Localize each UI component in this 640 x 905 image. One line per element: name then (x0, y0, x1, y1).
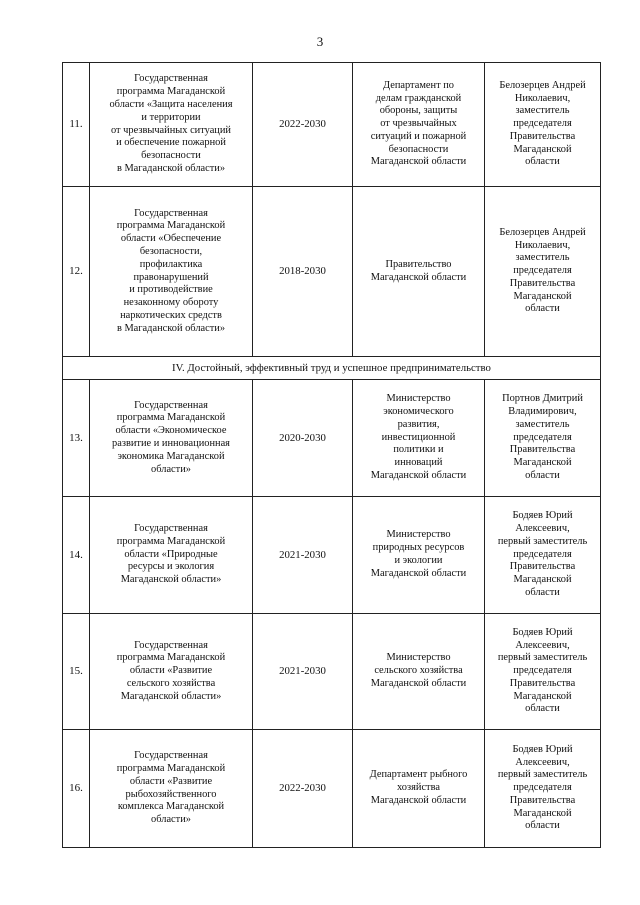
executor: Министерство сельского хозяйства Магаданской области (353, 614, 485, 730)
curator: Белозерцев Андрей Николаевич, заместитель председателя Правительства Магаданской области (485, 63, 601, 187)
curator: Белозерцев Андрей Николаевич, заместитель председателя Правительства Магаданской области (485, 187, 601, 357)
programs-table (62, 62, 601, 848)
table-row (63, 187, 601, 357)
section-header-row (63, 357, 601, 380)
curator: Бодяев Юрий Алексеевич, первый заместитель председателя Правительства Магаданской области (485, 614, 601, 730)
executor: Департамент рыбного хозяйства Магаданской области (353, 730, 485, 848)
program-name: Государственная программа Магаданской области «Экономическое развитие и инновационная экономика Магаданской области» (90, 380, 253, 497)
table-row (63, 730, 601, 848)
program-years: 2021-2030 (253, 497, 353, 614)
program-years: 2021-2030 (253, 614, 353, 730)
program-years: 2020-2030 (253, 380, 353, 497)
row-number: 14. (63, 497, 90, 614)
program-years: 2018-2030 (253, 187, 353, 357)
executor: Министерство экономического развития, инвестиционной политики и инноваций Магаданской области (353, 380, 485, 497)
program-years: 2022-2030 (253, 63, 353, 187)
curator: Портнов Дмитрий Владимирович, заместитель председателя Правительства Магаданской области (485, 380, 601, 497)
curator: Бодяев Юрий Алексеевич, первый заместитель председателя Правительства Магаданской области (485, 497, 601, 614)
row-number: 12. (63, 187, 90, 357)
row-number: 13. (63, 380, 90, 497)
table-row (63, 380, 601, 497)
row-number: 16. (63, 730, 90, 848)
row-number: 15. (63, 614, 90, 730)
executor: Департамент по делам гражданской обороны, защиты от чрезвычайных ситуаций и пожарной безопасности Магаданской области (353, 63, 485, 187)
program-name: Государственная программа Магаданской области «Развитие рыбохозяйственного комплекса Магаданской области» (90, 730, 253, 848)
executor: Правительство Магаданской области (353, 187, 485, 357)
program-name: Государственная программа Магаданской области «Обеспечение безопасности, профилактика правонарушений и противодействие незаконному обороту наркотических средств в Магаданской области» (90, 187, 253, 357)
curator: Бодяев Юрий Алексеевич, первый заместитель председателя Правительства Магаданской области (485, 730, 601, 848)
program-years: 2022-2030 (253, 730, 353, 848)
table-row (63, 614, 601, 730)
program-name: Государственная программа Магаданской области «Развитие сельского хозяйства Магаданской области» (90, 614, 253, 730)
table-row (63, 63, 601, 187)
row-number: 11. (63, 63, 90, 187)
table-row (63, 497, 601, 614)
page-number: 3 (316, 34, 324, 49)
program-name: Государственная программа Магаданской области «Природные ресурсы и экология Магаданской области» (90, 497, 253, 614)
program-name: Государственная программа Магаданской области «Защита населения и территории от чрезвычайных ситуаций и обеспечение пожарной безопасности в Магаданской области» (90, 63, 253, 187)
executor: Министерство природных ресурсов и экологии Магаданской области (353, 497, 485, 614)
section-title: IV. Достойный, эффективный труд и успешное предпринимательство (63, 357, 601, 380)
